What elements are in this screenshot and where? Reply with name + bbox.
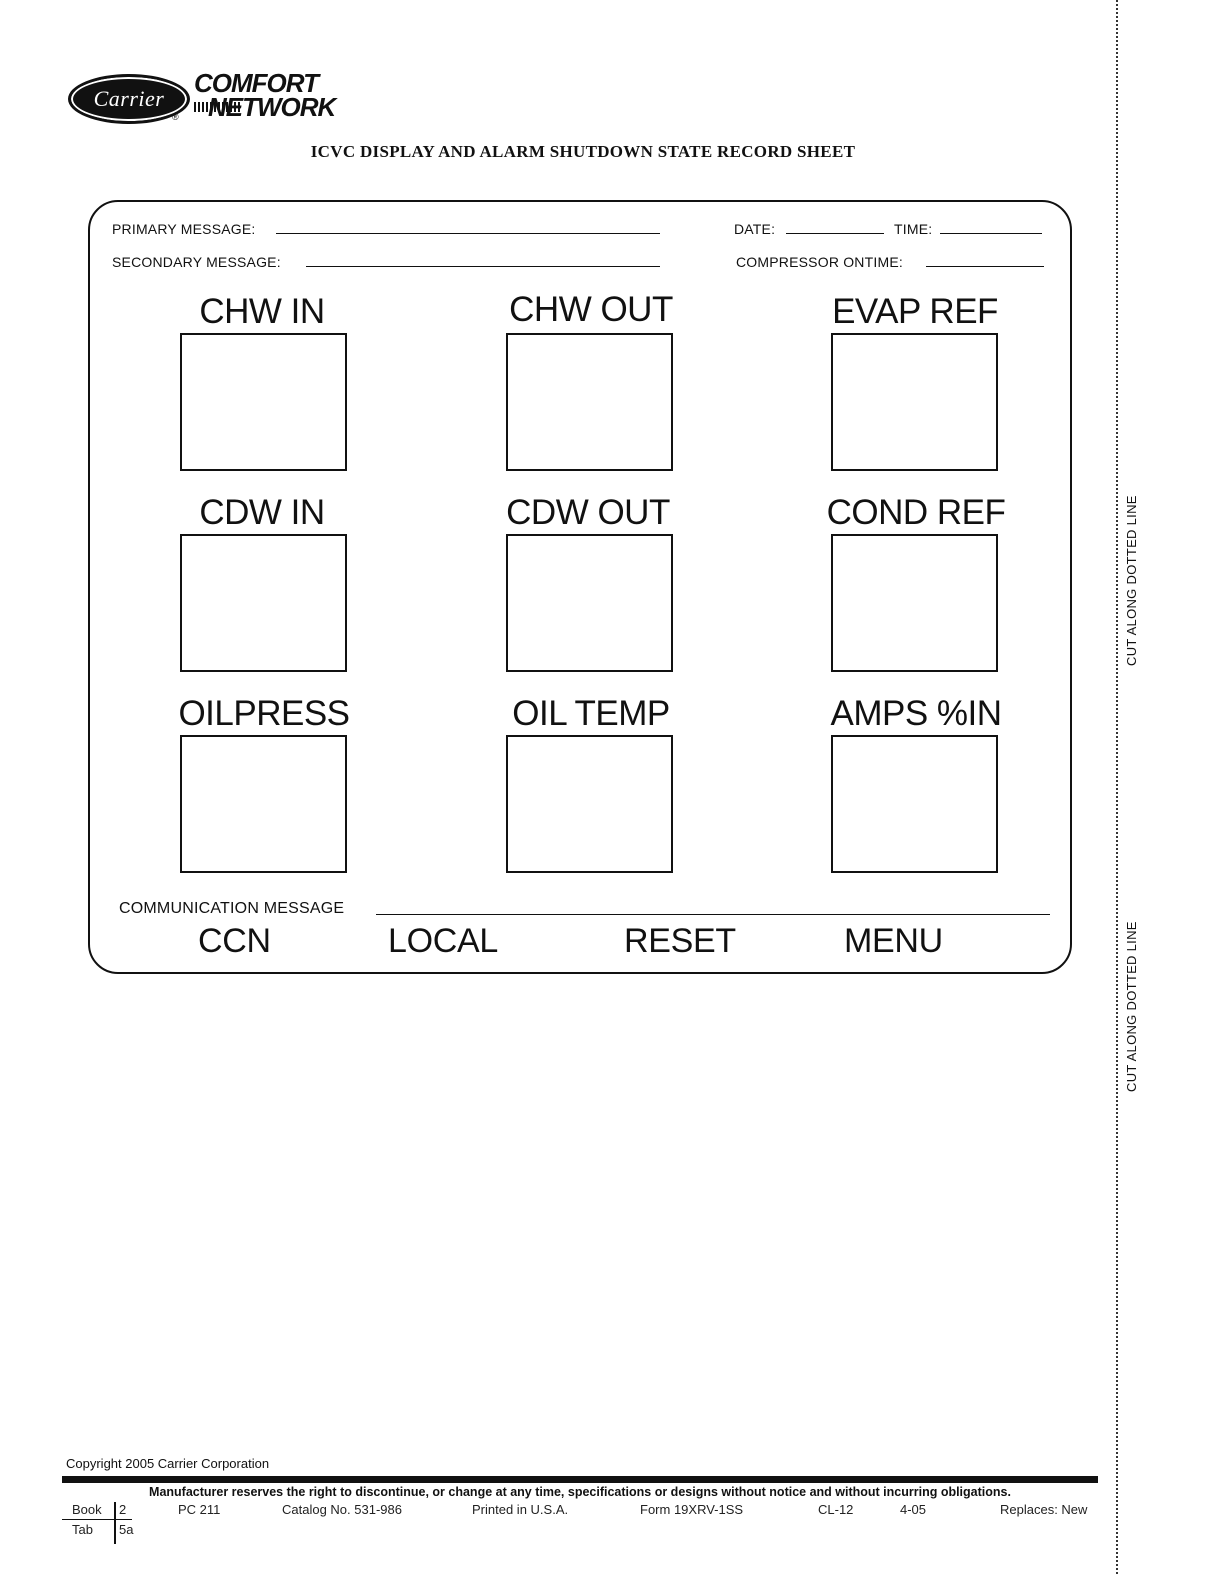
- oilpress-label: OILPRESS: [178, 694, 350, 733]
- communication-message-label: COMMUNICATION MESSAGE: [119, 900, 345, 917]
- cut-along-dotted-line-lower: CUT ALONG DOTTED LINE: [1124, 921, 1139, 1092]
- oilpress-box[interactable]: [180, 735, 347, 873]
- ccn-button[interactable]: CCN: [198, 922, 271, 960]
- primary-message-label: PRIMARY MESSAGE:: [112, 221, 256, 237]
- evap-ref-label: EVAP REF: [832, 292, 998, 331]
- carrier-comfort-network-logo: [68, 68, 368, 124]
- print-date: 4-05: [900, 1502, 927, 1517]
- cl-number: CL-12: [818, 1502, 854, 1517]
- chw-in-box[interactable]: [180, 333, 347, 471]
- compressor-ontime-line[interactable]: [926, 266, 1044, 267]
- tab-value: 5a: [119, 1522, 134, 1537]
- footer-rule: [62, 1476, 1098, 1483]
- cut-along-dotted-line-upper: CUT ALONG DOTTED LINE: [1124, 495, 1139, 666]
- date-line[interactable]: [786, 233, 884, 234]
- registered-mark: ®: [172, 112, 179, 122]
- form-number: Form 19XRV-1SS: [640, 1502, 744, 1517]
- chw-out-label: CHW OUT: [509, 290, 673, 329]
- book-value: 2: [119, 1502, 127, 1517]
- cdw-in-label: CDW IN: [199, 493, 325, 532]
- copyright-text: Copyright 2005 Carrier Corporation: [66, 1456, 270, 1471]
- cdw-in-box[interactable]: [180, 534, 347, 672]
- tab-label: Tab: [72, 1522, 93, 1537]
- amps-pct-in-label: AMPS %IN: [830, 694, 1002, 733]
- cond-ref-box[interactable]: [831, 534, 998, 672]
- cdw-out-label: CDW OUT: [506, 493, 670, 532]
- time-line[interactable]: [940, 233, 1042, 234]
- local-button[interactable]: LOCAL: [388, 922, 498, 960]
- pc-number: PC 211: [178, 1502, 221, 1517]
- oil-temp-label: OIL TEMP: [512, 694, 670, 733]
- logo-comfort-text: COMFORT: [194, 68, 318, 98]
- manufacturer-notice: Manufacturer reserves the right to discontinue, or change at any time, specifications or designs without notice and without incurring obligations.: [149, 1485, 1011, 1499]
- sheet-title: ICVC DISPLAY AND ALARM SHUTDOWN STATE RECORD SHEET: [310, 142, 856, 161]
- footer-divider-vertical: [114, 1502, 116, 1544]
- communication-message-line[interactable]: [376, 914, 1050, 915]
- secondary-message-label: SECONDARY MESSAGE:: [112, 254, 281, 270]
- time-label: TIME:: [894, 221, 933, 237]
- replaces-text: Replaces: New: [1000, 1502, 1088, 1517]
- date-label: DATE:: [734, 221, 776, 237]
- secondary-message-line[interactable]: [306, 266, 660, 267]
- printed-in: Printed in U.S.A.: [472, 1502, 569, 1517]
- chw-in-label: CHW IN: [199, 292, 325, 331]
- amps-pct-in-box[interactable]: [831, 735, 998, 873]
- logo-network-text: NETWORK: [208, 92, 336, 122]
- primary-message-line[interactable]: [276, 233, 660, 234]
- compressor-ontime-label: COMPRESSOR ONTIME:: [736, 254, 903, 270]
- footer-divider-horizontal: [62, 1519, 132, 1520]
- menu-button[interactable]: MENU: [844, 922, 943, 960]
- cond-ref-label: COND REF: [826, 493, 1006, 532]
- evap-ref-box[interactable]: [831, 333, 998, 471]
- reset-button[interactable]: RESET: [624, 922, 736, 960]
- catalog-number: Catalog No. 531-986: [282, 1502, 402, 1517]
- oil-temp-box[interactable]: [506, 735, 673, 873]
- cut-dotted-line: [1116, 0, 1118, 1574]
- chw-out-box[interactable]: [506, 333, 673, 471]
- carrier-brand-text: Carrier: [93, 86, 165, 111]
- cdw-out-box[interactable]: [506, 534, 673, 672]
- book-label: Book: [72, 1502, 102, 1517]
